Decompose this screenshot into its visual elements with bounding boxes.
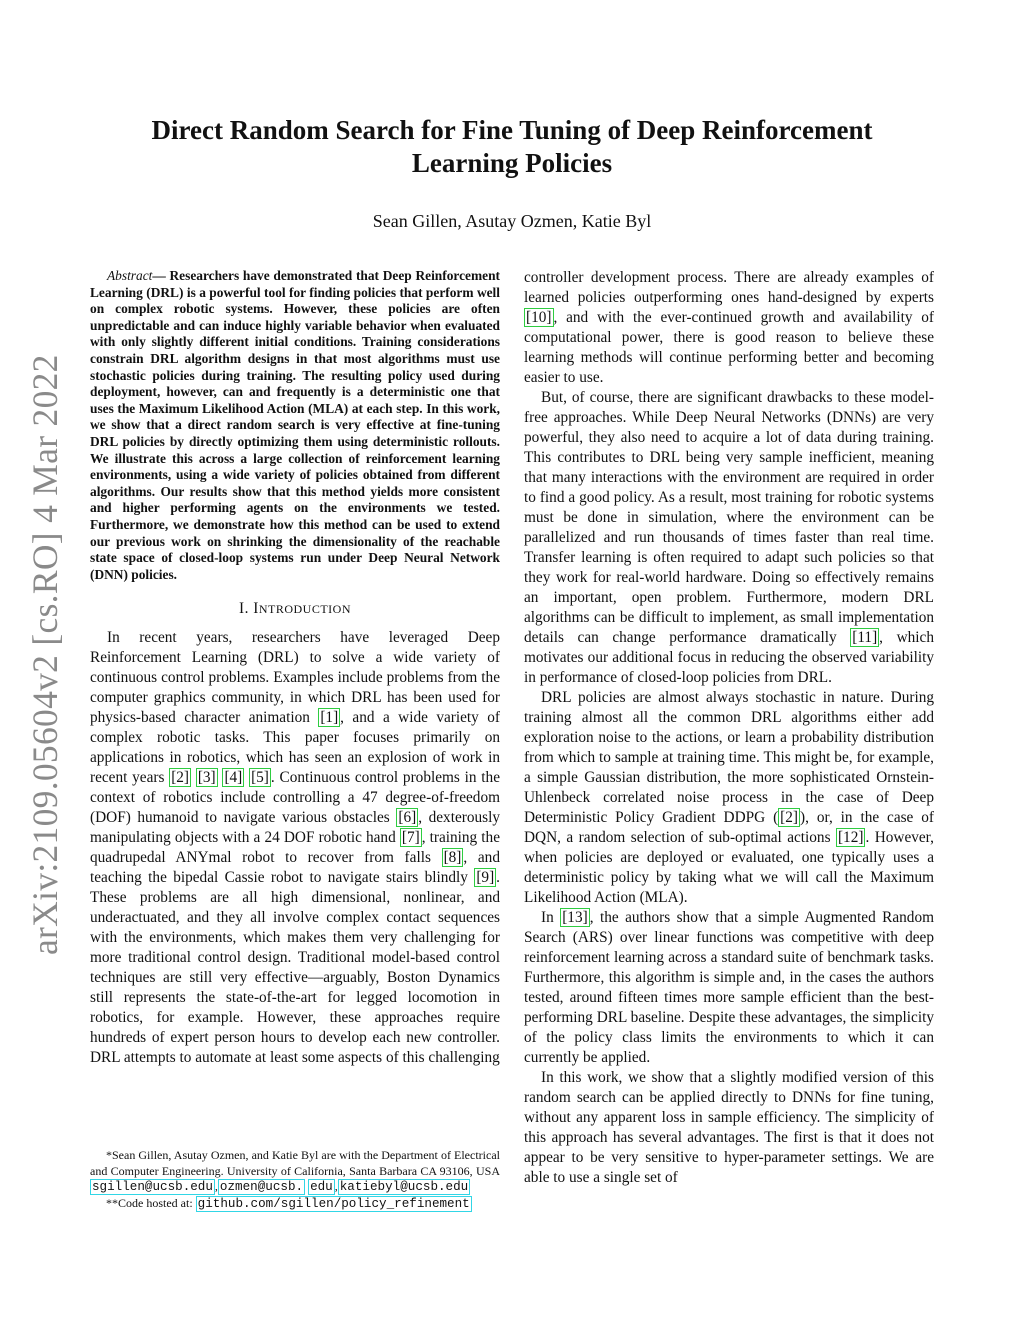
citation-link[interactable]: [6] [398, 809, 417, 827]
email-link[interactable]: sgillen@ucsb.edu [92, 1180, 213, 1194]
paragraph: DRL policies are almost always stochastic in nature. During training almost all the common DRL algorithms either add exploration noise to the actions, or learn a probability distribution from which to sample at training time. This might be, for example, a simple Gaussian distribution, the more sophisticated Ornstein-Uhlenbeck correlated noise process in the case of Deep Deterministic Policy Gradient DDPG ( [2] ), or, in the case of DQN, a random selection of sub-optimal actions [12] . However, when policies are deployed or evaluated, one typically uses a deterministic policy by taking what we will call the Maximum Likelihood Action (MLA). [524, 689, 934, 906]
paper-title [90, 114, 934, 180]
email-link[interactable]: katiebyl@ucsb.edu [339, 1180, 469, 1194]
title-line-2: Learning Policies [411, 148, 613, 178]
citation-link[interactable]: [12] [837, 829, 864, 846]
paragraph: In [13] , the authors show that a simple Augmented Random Search (ARS) over linear functions was competitive with deep reinforcement learning across a standard suite of benchmark tasks. Furthermore, this algorithm is simple and, in the cases the authors tested, around fifteen times more sample efficient than the best-performing DRL baseline. Despite these advantages, the simplicity of the policy class limits the environments to which it can currently be applied. [524, 909, 935, 1066]
email-link[interactable]: ozmen@ucsb. [219, 1180, 304, 1194]
section-heading-introduction: I. INTRODUCTION [238, 600, 352, 618]
intro-paragraph-1: In recent years, researchers have leveraged Deep Reinforcement Learning (DRL) to solve a wide variety of continuous control problems. Examples include problems from the computer graphics community, in which DRL has been used for physics-based character animation [1] , and a wide variety of complex robotic tasks. This paper focuses primarily on applications in robotics, which has seen an explosion of work in recent years [2] [3] [4] [5] . Continuous control problems in the context of robotics include controlling a 47 degree-of-freedom (DOF) humanoid to navigate various obstacles [6] , dexterously manipulating objects with a 24 DOF robotic hand [7] , training the quadrupedal ANYmal robot to recover from falls [8] , and teaching the bipedal Cassie robot to navigate stairs blindly [9] . These problems are all high dimensional, nonlinear, and underactuated, and they all involve complex contact sequences with the environments, which makes them very challenging for more traditional control design. Traditional model-based control techniques are still very effective—arguably, Boston Dynamics still represents the state-of-the-art for legged locomotion in robotics, for example. However, these approaches require hundreds of expert person hours to develop each new controller. DRL attempts to automate at least some aspects of this challenging [90, 629, 500, 1067]
footnote-affiliation: *Sean Gillen, Asutay Ozmen, and Katie Byl are with the Department of Electrical and Computer Engineering. University of California, Santa Barbara CA 93106, USA sgillen@ucsb.edu , ozmen@ucsb. edu , katiebyl@ucsb.edu [90, 1148, 500, 1194]
citation-link[interactable]: [7] [401, 829, 420, 847]
paragraph: controller development process. There are already examples of learned policies outperforming ones hand-designed by experts [10] , and with the ever-continued growth and availability of computational power, there is good reason to believe these learning methods will continue performing better and becoming easier to use. [524, 269, 934, 386]
citation-link[interactable]: [8] [443, 849, 462, 867]
paragraph: In this work, we show that a slightly modified version of this random search can be applied directly to DNNs for fine tuning, without any apparent loss in sample efficiency. The simplicity of this approach has several advantages. The first is that it does not appear to be very sensitive to hyper-parameter settings. We are able to use a single set of [524, 1069, 934, 1186]
abstract-text: — Researchers have demonstrated that Deep Reinforcement Learning (DRL) is a powerful tool for finding policies that perform well on complex robotic systems. However, these policies are often unpredictable and can induce highly variable behavior when evaluated with only slightly different initial conditions. Training considerations constrain DRL algorithm designs in that most algorithms must use stochastic policies during training. The resulting policy used during deployment, however, can and frequently is a deterministic one that uses the Maximum Likelihood Action (MLA) at each step. In this work, we show that a direct random search is very effective at fine-tuning DRL policies by directly optimizing them using deterministic rollouts. We illustrate this across a large collection of reinforcement learning environments, using a wide variety of policies obtained from different algorithms. Our results show that this method yields more consistent and higher performing agents on the environments we tested. Furthermore, we demonstrate how this method can be used to extend our previous work on shrinking the dimensionality of the reachable state space of closed-loop systems run under Deep Neural Network (DNN) policies. [90, 268, 500, 582]
abstract [90, 268, 500, 583]
author-list: Sean Gillen, Asutay Ozmen, Katie Byl [372, 211, 652, 231]
citation-link[interactable]: [13] [562, 909, 588, 926]
code-url-link[interactable]: github.com/sgillen/policy_refinement [197, 1196, 470, 1211]
citation-link[interactable]: [2] [780, 809, 799, 826]
right-column [524, 268, 934, 1188]
citation-link[interactable]: [9] [476, 869, 495, 887]
arxiv-identifier: arXiv:2109.05604v2 [cs.RO] 4 Mar 2022 [25, 354, 65, 955]
footnote-code: **Code hosted at: github.com/sgillen/policy_refinement [106, 1195, 470, 1211]
citation-link[interactable]: [4] [224, 769, 243, 787]
footnotes [90, 1148, 500, 1212]
title-line-1: Direct Random Search for Fine Tuning of Deep Reinforcement [151, 115, 873, 145]
citation-link[interactable]: [2] [171, 769, 190, 787]
paragraph: But, of course, there are significant drawbacks to these model-free approaches. While Deep Neural Networks (DNNs) are very powerful, they also need to acquire a lot of data during training. This contributes to DRL being very sample inefficient, meaning that many interactions with the environment are required in order to find a good policy. As a result, most training for robotic systems must be done in simulation, where the environment can be parallelized and run thousands of times faster than real time. Transfer learning is often required to adapt such policies so that they work for real-world hardware. Doing so effectively remains an important, open problem. Furthermore, modern DRL algorithms can be difficult to implement, as small implementation details can change performance dramatically [11] , which motivates our additional focus in reducing the observed variability in performance of closed-loop policies from DRL. [524, 389, 934, 686]
abstract-label: Abstract [107, 268, 153, 283]
citation-link[interactable]: [3] [197, 769, 216, 787]
citation-link[interactable]: [1] [320, 709, 339, 727]
email-link[interactable]: edu [310, 1180, 333, 1194]
left-column [90, 268, 500, 1068]
citation-link[interactable]: [11] [852, 629, 878, 646]
citation-link[interactable]: [10] [526, 309, 552, 326]
citation-link[interactable]: [5] [251, 769, 269, 787]
